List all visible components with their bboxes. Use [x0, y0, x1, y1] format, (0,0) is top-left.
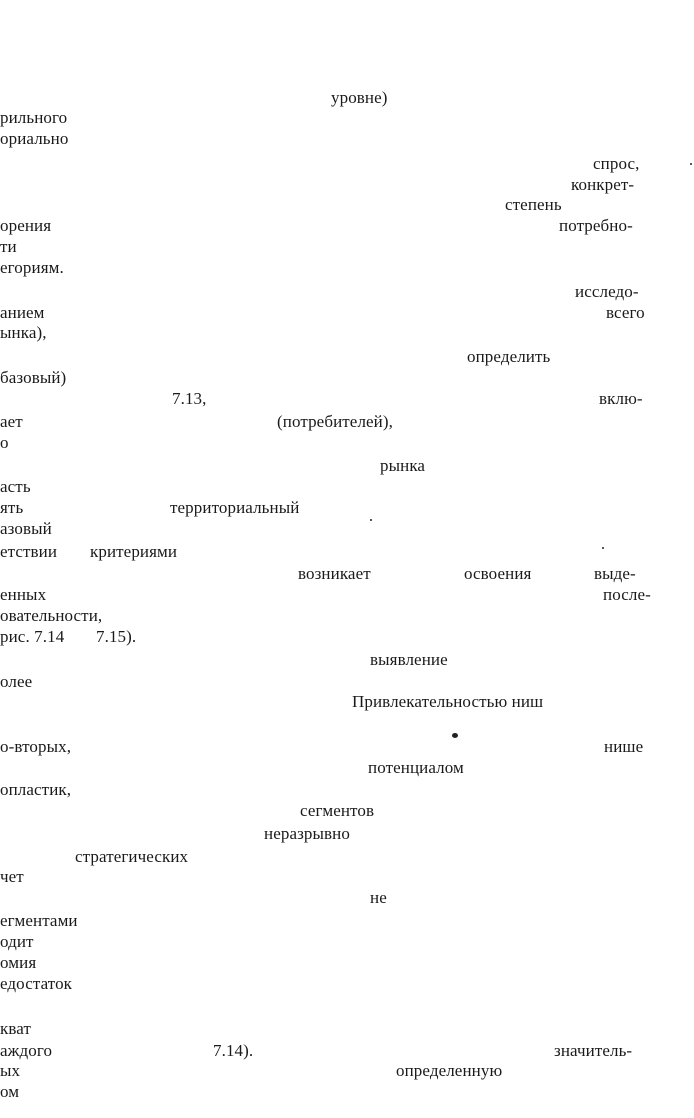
- ink-speck-mark: [602, 547, 604, 549]
- text-fragment: опластик,: [0, 780, 72, 799]
- text-fragment: азовый: [0, 519, 52, 538]
- text-fragment: 7.15).: [96, 627, 137, 646]
- text-fragment: освоения: [464, 564, 532, 583]
- text-fragment: егориям.: [0, 258, 64, 277]
- text-fragment: енных: [0, 585, 47, 604]
- text-fragment: вклю-: [599, 389, 643, 408]
- text-fragment: сегментов: [300, 801, 375, 820]
- text-fragment: Привлекательностью ниш: [352, 692, 544, 711]
- text-fragment: рильного: [0, 108, 68, 127]
- text-fragment: анием: [0, 303, 45, 322]
- text-fragment: конкрет-: [571, 175, 635, 194]
- text-fragment: етствии: [0, 542, 58, 561]
- text-fragment: егментами: [0, 911, 78, 930]
- text-fragment: выде-: [594, 564, 636, 583]
- text-fragment: ых: [0, 1061, 21, 1080]
- text-fragment: потенциалом: [368, 758, 464, 777]
- text-fragment: нише: [604, 737, 644, 756]
- text-fragment: рис. 7.14: [0, 627, 65, 646]
- text-fragment: уровне): [331, 88, 388, 107]
- text-fragment: орения: [0, 216, 52, 235]
- text-fragment: значитель-: [554, 1041, 633, 1060]
- text-fragment: ает: [0, 412, 23, 431]
- text-fragment: степень: [505, 195, 562, 214]
- text-fragment: выявление: [370, 650, 448, 669]
- text-fragment: чет: [0, 867, 24, 886]
- text-fragment: потребно-: [559, 216, 633, 235]
- text-fragment: ом: [0, 1082, 20, 1101]
- text-fragment: асть: [0, 477, 31, 496]
- text-fragment: олее: [0, 672, 33, 691]
- text-fragment: кват: [0, 1019, 31, 1038]
- text-fragment: аждого: [0, 1041, 53, 1060]
- text-fragment: ориально: [0, 129, 69, 148]
- text-fragment: определить: [467, 347, 551, 366]
- text-fragment: не: [370, 888, 387, 907]
- text-fragment: критериями: [90, 542, 178, 561]
- text-fragment: базовый): [0, 368, 67, 387]
- text-fragment: возникает: [298, 564, 371, 583]
- text-fragment: территориальный: [170, 498, 300, 517]
- text-fragment: после-: [603, 585, 651, 604]
- text-fragment: омия: [0, 953, 37, 972]
- text-fragment: о: [0, 433, 9, 452]
- ink-speck-mark: [690, 163, 692, 165]
- text-fragment: спрос,: [593, 154, 640, 173]
- text-fragment: неразрывно: [264, 824, 350, 843]
- text-fragment: определенную: [396, 1061, 503, 1080]
- text-fragment: о-вторых,: [0, 737, 72, 756]
- text-fragment: всего: [606, 303, 645, 322]
- text-fragment: овательности,: [0, 606, 103, 625]
- text-fragment: 7.14).: [213, 1041, 254, 1060]
- ink-speck-mark: [370, 519, 372, 521]
- text-fragment: ять: [0, 498, 24, 517]
- text-fragment: стратегических: [75, 847, 189, 866]
- text-fragment: рынка: [380, 456, 426, 475]
- text-fragment: ынка),: [0, 323, 47, 342]
- text-fragment: одит: [0, 932, 34, 951]
- text-fragment: ти: [0, 237, 17, 256]
- text-fragment: 7.13,: [172, 389, 207, 408]
- ink-speck-mark: [452, 733, 458, 738]
- text-fragment: (потребителей),: [277, 412, 393, 431]
- text-fragment: исследо-: [575, 282, 639, 301]
- text-fragment: едостаток: [0, 974, 73, 993]
